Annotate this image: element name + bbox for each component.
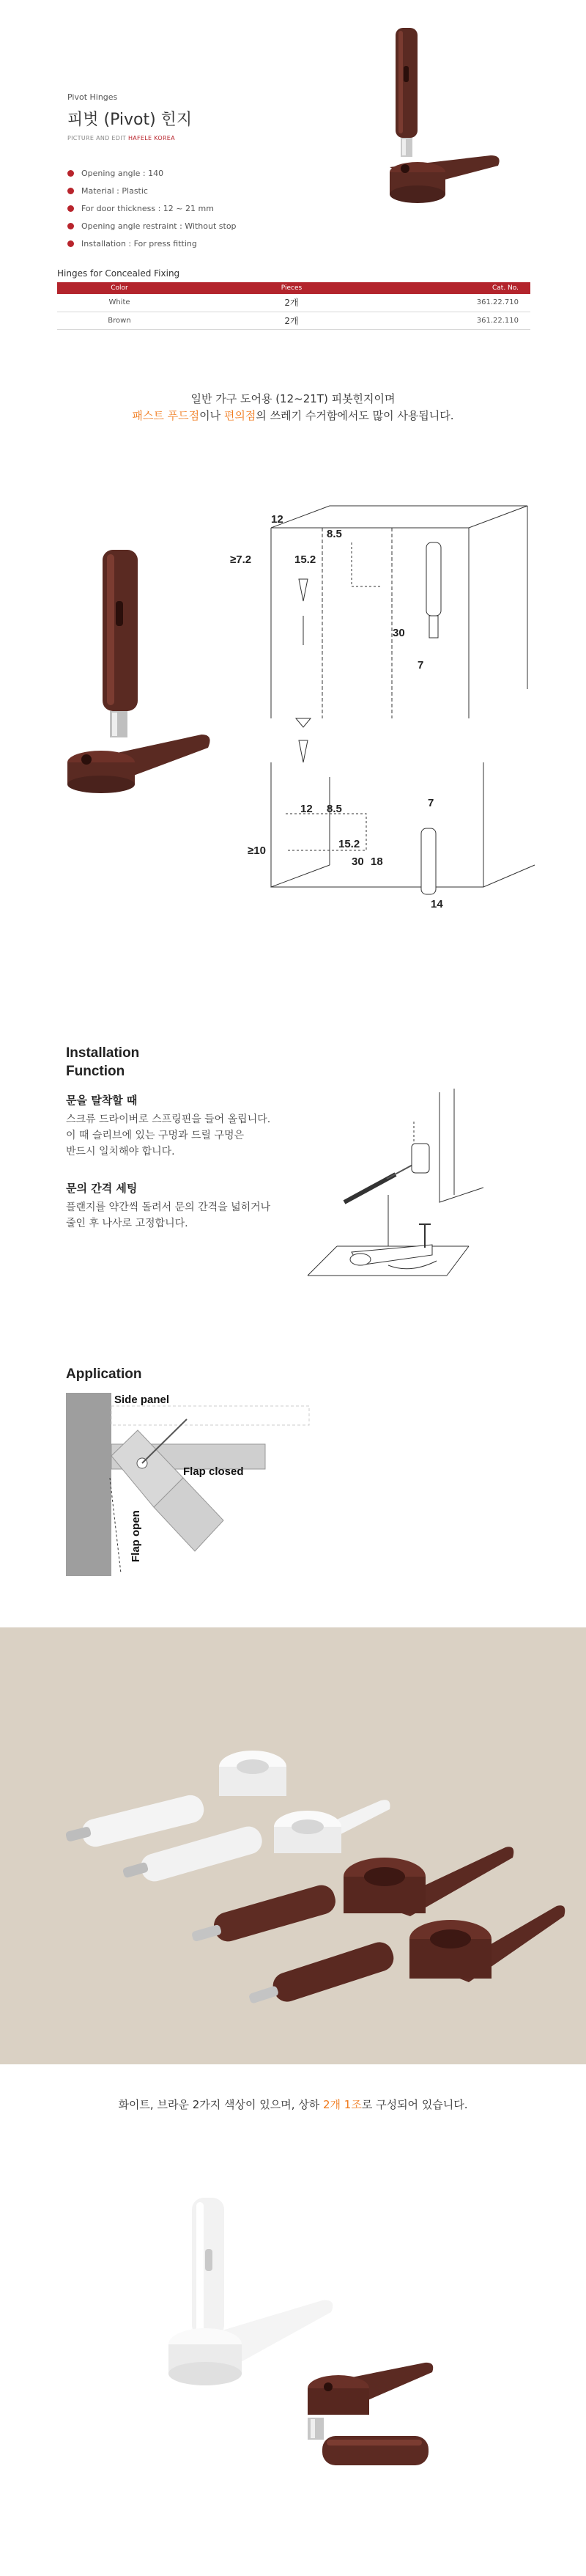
spec-item: Material : Plastic [67,182,237,199]
drawing-screw-bottom [296,718,311,762]
bullet-icon [67,240,74,247]
bullet-icon [67,223,74,229]
dim-label: 14 [431,898,443,910]
cell-pieces: 2개 [182,294,401,312]
column-header: Cat. No. [401,282,530,294]
dim-label: 7 [418,659,424,671]
dim-label: 12 [300,803,313,815]
step2-text: 플랜지를 약간씩 돌려서 문의 간격을 넓히거나 줄인 후 나사로 고정합니다. [66,1201,271,1229]
spec-item: Installation : For press fitting [67,235,237,252]
subtitle [67,135,175,141]
spec-item: Opening angle restraint : Without stop [67,217,237,235]
subtitle-brand: HAFELE KOREA [127,135,175,141]
column-header: Color [57,282,182,294]
bullet-icon [67,188,74,194]
dim-label: 12 [271,513,283,526]
cell-color: White [57,294,182,312]
spec-item: Opening angle : 140 [67,164,237,182]
application-heading: Application [66,1366,142,1382]
category-label: Pivot Hinges [67,92,118,102]
flap-closed-label: Flap closed [183,1465,244,1478]
cell-cat-no: 361.22.110 [401,312,530,329]
bullet-icon [67,205,74,212]
intro-line-1: 일반 가구 도어용 (12~21T) 피봇힌지이며 [190,392,396,405]
installation-heading: Installation Function [66,1045,140,1079]
dim-label: 7 [428,797,434,809]
product-photo-set [0,1627,586,2064]
pivot-flange [67,735,210,793]
product-image-top [381,22,513,213]
table-row [57,294,530,312]
dim-label: 30 [352,855,364,868]
cell-color: Brown [57,312,182,329]
table-header-row [57,282,530,294]
side-panel-shape [66,1393,111,1576]
dim-label: ≥10 [248,844,266,857]
column-header: Pieces [182,282,401,294]
step1-title: 문을 탈착할 때 [66,1094,138,1107]
side-panel-label: Side panel [114,1394,170,1406]
drawing-pin-bottom [421,828,436,894]
cell-pieces: 2개 [182,312,401,329]
install-diagram-2 [308,1195,483,1298]
white-flange-1 [219,1751,286,1796]
cell-cat-no: 361.22.710 [401,294,530,312]
spec-item: For door thickness : 12 ~ 21 mm [67,199,237,217]
table-row [57,312,530,329]
order-table-title: Hinges for Concealed Fixing [57,268,180,279]
drawing-screw-top [299,579,308,645]
application-diagram [66,1390,315,1580]
hinge-pin-part [396,28,418,157]
dim-label: ≥7.2 [230,553,252,566]
step2-title: 문의 간격 세팅 [66,1182,138,1195]
drawing-pin-top [426,542,441,638]
dim-label: 8.5 [327,528,342,540]
spec-list [67,164,237,252]
intro-line-2: 패스트 푸드점이나 편의점의 쓰레기 수거함에서도 많이 사용됩니다. [132,409,454,422]
pin-sleeve [103,550,138,737]
product-image-brown [59,542,220,792]
dim-label: 15.2 [338,838,360,850]
order-table [57,282,530,330]
dim-label: 30 [393,627,405,639]
bullet-icon [67,170,74,177]
dim-label: 15.2 [294,553,316,566]
page-title: 피벗 (Pivot) 힌지 [67,111,193,129]
technical-drawing [230,498,549,910]
hinge-flange-part [390,155,500,203]
photo-caption: 화이트, 브라운 2가지 색상이 있으며, 상하 2개 1조로 구성되어 있습니다. [118,2098,468,2111]
install-diagram-1 [344,1092,483,1210]
step1-text: 스크류 드라이버로 스프링핀을 들어 올립니다. 이 때 슬리브에 있는 구멍과 드릴 구멍은 반드시 일치해야 합니다. [66,1114,271,1158]
flap-open-label: Flap open [130,1510,142,1562]
dim-label: 18 [371,855,383,868]
subtitle-prefix: PICTURE AND EDIT [67,135,127,141]
product-photo-pair [0,2139,586,2576]
flap-closed-outline [111,1406,309,1425]
dim-label: 8.5 [327,803,342,815]
